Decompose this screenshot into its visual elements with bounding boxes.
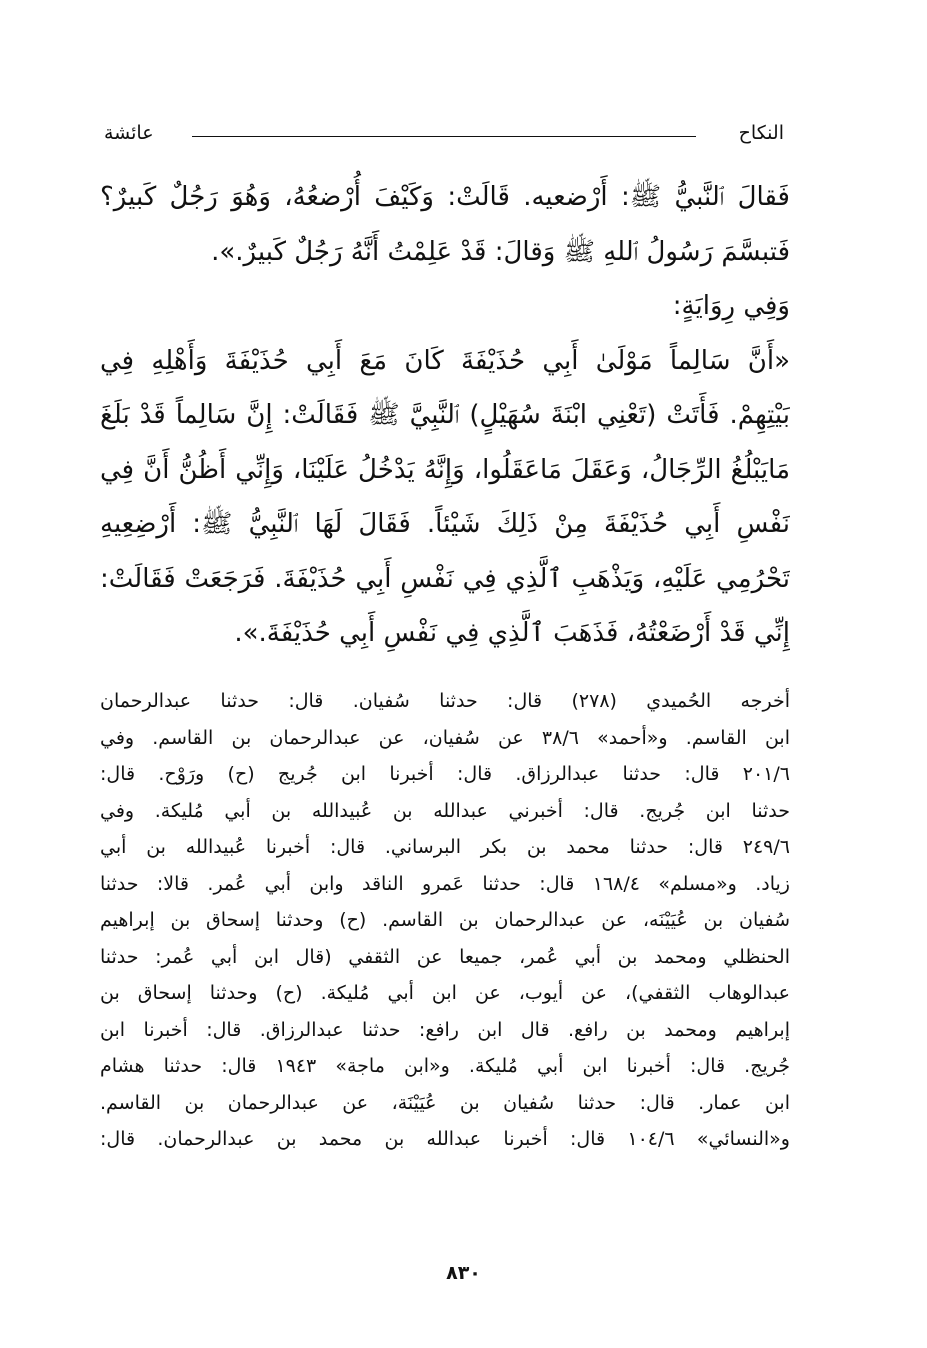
note-line: حدثنا ابن جُريج. قال: أخبرني عبدالله بن عُبيدالله بن أبي مُليكة. وفي <box>100 799 790 822</box>
section-title: عائشة <box>104 122 154 144</box>
hadith-text <box>100 170 790 661</box>
note-line: عبدالوهاب الثقفي)، عن أيوب، عن ابن أبي مُليكة. (ح) وحدثنا إسحاق بن <box>100 982 790 1004</box>
note-line: و«النسائي» ١٠٤/٦ قال: أخبرنا عبدالله بن محمد بن عبدالرحمان. قال: <box>100 1128 790 1150</box>
hadith-line: مَايَبْلُغُ الرِّجَالُ، وَعَقَلَ مَاعَقَلُوا، وَإِنَّهُ يَدْخُلُ عَلَيْنَا، وَإِنِّي أَظُنُّ أَنَّ فِي <box>100 454 790 485</box>
hadith-line: وَفِي رِوَايَةٍ: <box>672 291 790 321</box>
note-line: ابن عمار. قال: حدثنا سُفيان بن عُيَيْنَة، عن عبدالرحمان بن القاسم. <box>100 1091 790 1114</box>
note-line: زياد. و«مسلم» ١٦٨/٤ قال: حدثنا عَمرو الناقد وابن أبي عُمر. قالا: حدثنا <box>100 872 790 895</box>
page-number: ٨٣٠ <box>446 1262 481 1284</box>
chapter-title: النكاح <box>738 122 784 144</box>
note-line: جُريج. قال: أخبرنا ابن أبي مُليكة. و«ابن ماجة» ١٩٤٣ قال: حدثنا هشام <box>100 1055 790 1077</box>
hadith-line: «أَنَّ سَالِماً مَوْلَىٰ أَبِي حُذَيْفَةَ كَانَ مَعَ أَبِي حُذَيْفَةَ وَأَهْلِهِ فِي <box>100 345 790 376</box>
note-line: الحنظلي ومحمد بن أبي عُمر، جميعا عن الثقفي (قال ابن أبي عُمر: حدثنا <box>100 945 790 968</box>
hadith-line: بَيْتِهِمْ. فَأَتَتْ (تَعْنِي ابْنَةَ سُهَيْلٍ) ٱلنَّبِيَّ ﷺ فَقَالَتْ: إِنَّ سَالِماً قَدْ بَلَغَ <box>100 400 790 430</box>
note-line: ابن القاسم. و«أحمد» ٣٨/٦ عن سُفيان، عن عبدالرحمان بن القاسم. وفي <box>100 726 790 749</box>
header-rule <box>192 136 696 137</box>
hadith-line: نَفْسِ أَبِي حُذَيْفَةَ مِنْ ذَلِكَ شَيْئاً. فَقَالَ لَهَا ٱلنَّبِيُّ ﷺ: أَرْضِعِيهِ <box>100 509 790 539</box>
hadith-line: فَقالَ ٱلنَّبيُّ ﷺ: أَرْضعيه. قَالَتْ: وَكَيْفَ أُرْضعُهُ، وَهُوَ رَجُلٌ كَبيرٌ؟ <box>100 182 790 212</box>
hadith-line: فَتبسَّمَ رَسُولُ ٱللهِ ﷺ وَقالَ: قَدْ عَلِمْتُ أَنَّهُ رَجُلٌ كَبيرٌ.». <box>211 236 790 267</box>
hadith-line: تَحْرُمِي عَلَيْهِ، وَيَذْهَبِ ٱلَّذِي فِي نَفْسِ أَبِي حُذَيْفَةَ. فَرَجَعَتْ فَقَالَتْ: <box>100 563 790 594</box>
note-line: ٢٤٩/٦ قال: حدثنا محمد بن بكر البرساني. قال: أخبرنا عُبيدالله بن أبي <box>100 836 790 858</box>
note-line: ٢٠١/٦ قال: حدثنا عبدالرزاق. قال: أخبرنا ابن جُريج (ح) ورَوْح. قال: <box>100 763 790 785</box>
running-header <box>104 118 784 148</box>
hadith-line: إِنِّي قَدْ أَرْضَعْتُهُ، فَذَهَبَ ٱلَّذِي فِي نَفْسِ أَبِي حُذَيْفَةَ.». <box>234 618 790 648</box>
note-line: إبراهيم ومحمد بن رافع. قال ابن رافع: حدثنا عبدالرزاق. قال: أخبرنا ابن <box>100 1018 790 1041</box>
note-line: سُفيان بن عُيَيْنَه، عن عبدالرحمان بن القاسم. (ح) وحدثنا إسحاق بن إبراهيم <box>100 909 790 931</box>
takhrij-notes <box>100 683 790 1158</box>
note-line: أخرجه الحُميدي (٢٧٨) قال: حدثنا سُفيان. قال: حدثنا عبدالرحمان <box>100 690 790 712</box>
